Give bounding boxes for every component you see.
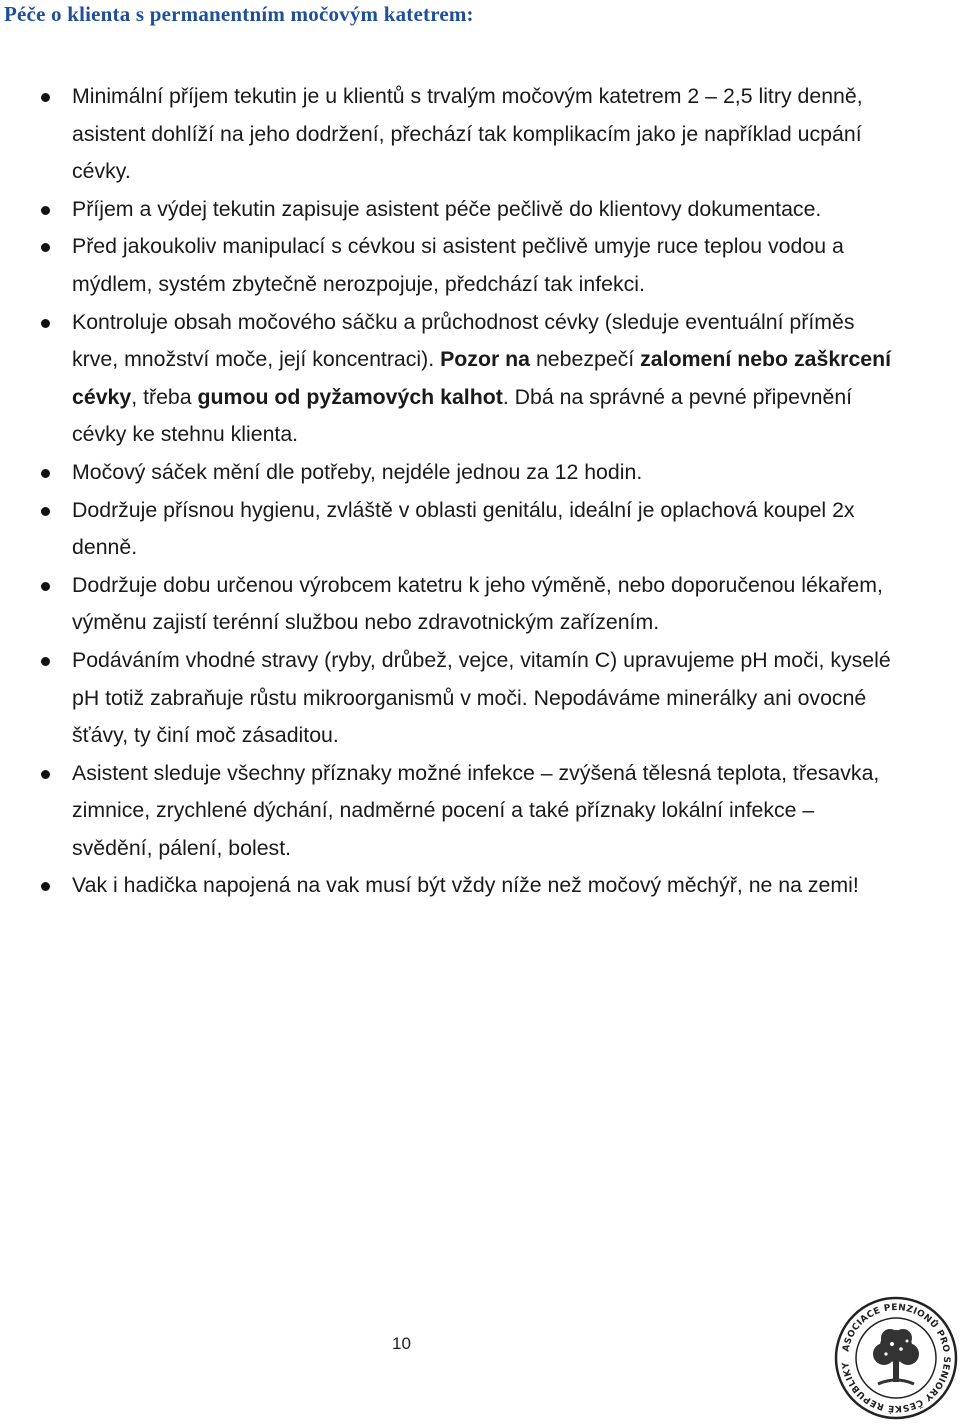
list-item-text — [72, 648, 891, 747]
text-segment: Podáváním vhodné stravy (ryby, drůbež, vejce, vitamín C) upravujeme pH moči, kyselé pH totiž zabraňuje růstu mikroorganismů v moči. Nepodáváme minerálky ani ovocné šťávy, ty činí moč zásaditou. — [72, 647, 891, 748]
bullet-icon — [41, 882, 50, 891]
list-item — [0, 642, 960, 755]
bullet-icon — [41, 93, 50, 102]
bullet-icon — [41, 657, 50, 666]
bullet-icon — [41, 582, 50, 591]
bullet-icon — [41, 770, 50, 779]
list-item — [0, 567, 960, 642]
text-segment: Močový sáček mění dle potřeby, nejdéle jednou za 12 hodin. — [72, 459, 643, 484]
list-item-text — [72, 498, 855, 560]
list-item-text — [72, 197, 821, 221]
care-instructions-list — [0, 78, 960, 905]
list-item — [0, 78, 960, 191]
text-segment: Kontroluje obsah močového sáčku a průchodnost cévky (sleduje eventuální příměs krve, množství moče, její koncentraci). — [72, 309, 855, 372]
text-segment: Příjem a výdej tekutin zapisuje asistent péče pečlivě do klientovy dokumentace. — [72, 196, 822, 221]
page-number: 10 — [392, 1334, 411, 1353]
list-item-text — [72, 761, 879, 860]
list-item — [0, 191, 960, 229]
list-item-text — [72, 84, 863, 183]
page-title: Péče o klienta s permanentním močovým katetrem: — [4, 2, 474, 26]
bullet-icon — [41, 206, 50, 215]
list-item — [0, 304, 960, 454]
bullet-icon — [41, 243, 50, 252]
text-segment: Vak i hadička napojená na vak musí být vždy níže než močový měchýř, ne na zemi! — [72, 873, 859, 898]
list-item-text — [72, 573, 883, 635]
emphasis-text: Pozor na — [440, 347, 531, 372]
emphasis-text: zalomení nebo zaškrcení cévky — [72, 347, 892, 409]
text-segment: Dodržuje dobu určenou výrobcem katetru k jeho výměně, nebo doporučenou lékařem, výměnu zajistí terénní službou nebo zdravotnickým zařízením. — [72, 572, 883, 635]
text-segment: Asistent sleduje všechny příznaky možné infekce – zvýšená tělesná teplota, třesavka, zimnice, zrychlené dýchání, nadměrné pocení a také příznaky lokální infekce – svědění, pálení, bolest. — [72, 760, 880, 860]
list-item — [0, 454, 960, 492]
bullet-icon — [41, 507, 50, 516]
list-item-text — [72, 234, 844, 296]
list-item-text — [72, 873, 859, 897]
svg-text:ASOCIACE PENZIONŮ PRO SENIORY: ASOCIACE PENZIONŮ PRO SENIORY ČESKÉ REPUBLIKY — [841, 1302, 952, 1414]
bullet-icon — [41, 319, 50, 328]
list-item-text — [72, 460, 642, 484]
text-segment: Dodržuje přísnou hygienu, zvláště v oblasti genitálu, ideální je oplachová koupel 2x denně. — [72, 497, 855, 560]
emphasis-text: gumou od pyžamových kalhot — [197, 384, 503, 409]
list-item — [0, 228, 960, 303]
list-item — [0, 867, 960, 905]
list-item-text — [72, 310, 891, 447]
text-segment: nebezpečí — [530, 347, 641, 372]
bullet-icon — [41, 469, 50, 478]
list-item — [0, 755, 960, 868]
list-item — [0, 492, 960, 567]
text-segment: Před jakoukoliv manipulací s cévkou si asistent pečlivě umyje ruce teplou vodou a mýdlem, systém zbytečně nerozpojuje, předchází tak infekci. — [72, 234, 844, 296]
text-segment: Minimální příjem tekutin je u klientů s trvalým močovým katetrem 2 – 2,5 litry denně, asistent dohlíží na jeho dodržení, přechází tak komplikacím jako je například ucpání cévky. — [72, 84, 863, 184]
text-segment: . Dbá na správné a pevné připevnění cévky ke stehnu klienta. — [72, 384, 853, 447]
tree-seal-icon — [834, 1296, 958, 1420]
text-segment: , třeba — [131, 384, 198, 409]
